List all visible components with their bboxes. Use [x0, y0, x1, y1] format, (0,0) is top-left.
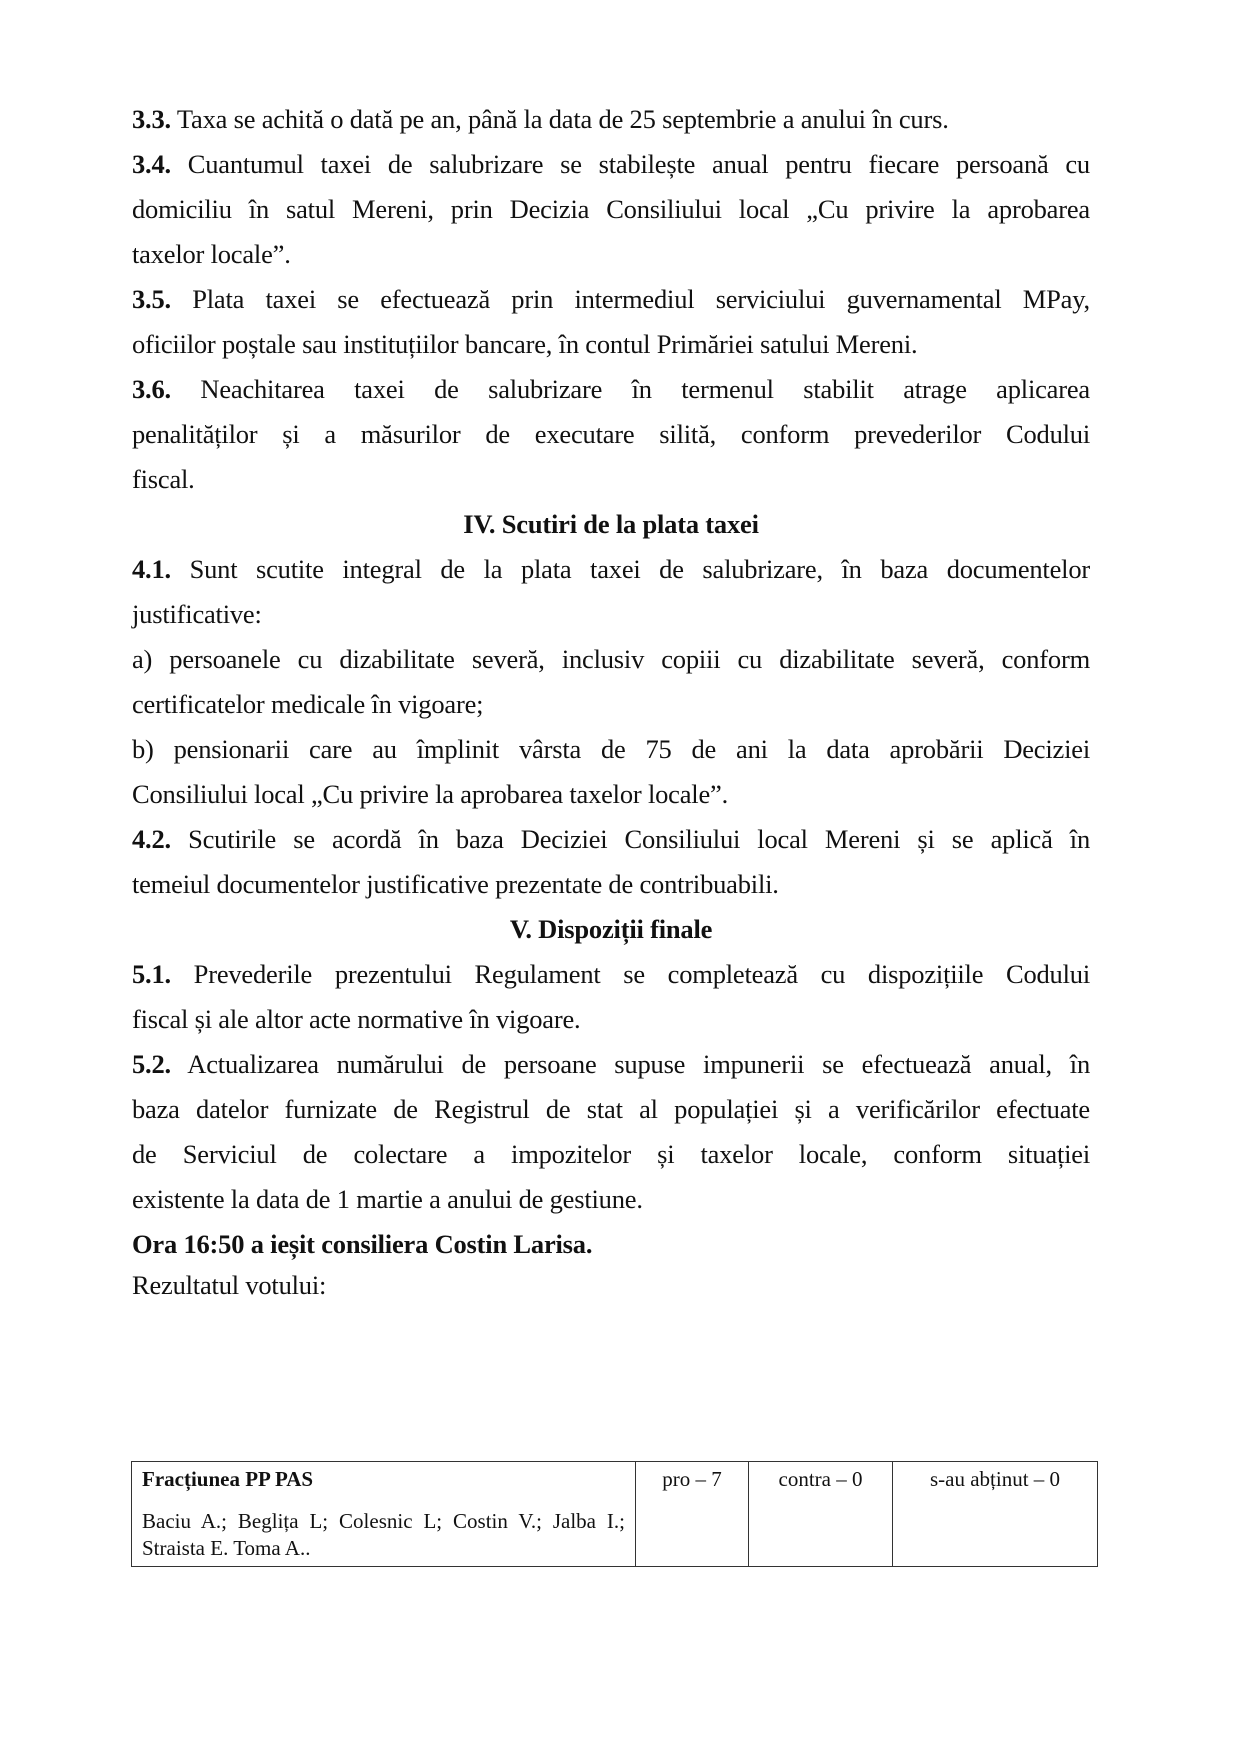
paragraph-5-1-line-2: fiscal și ale altor acte normative în vigoare.	[132, 1004, 581, 1034]
paragraph-5-1-line-1: 5.1. Prevederile prezentului Regulament se completează cu dispozițiile Codului	[132, 959, 1090, 989]
faction-cell	[132, 1462, 636, 1567]
paragraph-3-4-line-2: domiciliu în satul Mereni, prin Decizia Consiliului local „Cu privire la aprobarea	[132, 194, 1090, 224]
paragraph-3-6-line-3: fiscal.	[132, 464, 195, 494]
paragraph-number: 3.6.	[132, 374, 171, 404]
vote-result-table	[131, 1461, 1098, 1567]
section-heading-iv: IV. Scutiri de la plata taxei	[463, 509, 759, 539]
faction-name: Fracțiunea PP PAS	[142, 1467, 314, 1491]
abstain-votes-cell: s-au abținut – 0	[893, 1462, 1098, 1567]
paragraph-number: 4.1.	[132, 554, 171, 584]
paragraph-4-1-line-2: justificative:	[132, 599, 262, 629]
paragraph-4-2-line-2: temeiul documentelor justificative prezentate de contribuabili.	[132, 869, 779, 899]
paragraph-4-1-a-line-1: a) persoanele cu dizabilitate severă, inclusiv copiii cu dizabilitate severă, conform	[132, 644, 1090, 674]
paragraph-5-2-line-1: 5.2. Actualizarea numărului de persoane supuse impunerii se efectuează anual, în	[132, 1049, 1090, 1079]
pro-votes-cell: pro – 7	[636, 1462, 749, 1567]
table-row	[132, 1462, 1098, 1567]
paragraph-3-6-line-1: 3.6. Neachitarea taxei de salubrizare în termenul stabilit atrage aplicarea	[132, 374, 1090, 404]
vote-result-label: Rezultatul votului:	[132, 1270, 327, 1300]
paragraph-number: 5.2.	[132, 1049, 171, 1079]
exit-note: Ora 16:50 a ieșit consiliera Costin Larisa.	[132, 1229, 593, 1259]
paragraph-number: 3.3.	[132, 104, 171, 134]
section-heading-v: V. Dispoziții finale	[509, 914, 713, 944]
paragraph-3-4-line-3: taxelor locale”.	[132, 239, 291, 269]
contra-votes-cell: contra – 0	[749, 1462, 893, 1567]
paragraph-3-6-line-2: penalităților și a măsurilor de executare silită, conform prevederilor Codului	[132, 419, 1090, 449]
paragraph-4-1-b-line-1: b) pensionarii care au împlinit vârsta de 75 de ani la data aprobării Deciziei	[132, 734, 1090, 764]
paragraph-number: 3.4.	[132, 149, 171, 179]
paragraph-3-3-line-1: 3.3. Taxa se achită o dată pe an, până la data de 25 septembrie a anului în curs.	[132, 104, 949, 134]
paragraph-4-1-a-line-2: certificatelor medicale în vigoare;	[132, 689, 484, 719]
paragraph-5-2-line-3: de Serviciul de colectare a impozitelor și taxelor locale, conform situației	[132, 1139, 1090, 1169]
paragraph-number: 3.5.	[132, 284, 171, 314]
faction-members: Baciu A.; Beglița L; Colesnic L; Costin V.; Jalba I.; Straista E. Toma A..	[142, 1509, 625, 1560]
document-page	[132, 0, 1090, 1440]
paragraph-number: 5.1.	[132, 959, 171, 989]
paragraph-4-1-b-line-2: Consiliului local „Cu privire la aprobarea taxelor locale”.	[132, 779, 728, 809]
paragraph-5-2-line-4: existente la data de 1 martie a anului de gestiune.	[132, 1184, 643, 1214]
paragraph-number: 4.2.	[132, 824, 171, 854]
paragraph-5-2-line-2: baza datelor furnizate de Registrul de stat al populației și a verificărilor efectuate	[132, 1094, 1090, 1124]
paragraph-4-2-line-1: 4.2. Scutirile se acordă în baza Deciziei Consiliului local Mereni și se aplică în	[132, 824, 1090, 854]
paragraph-3-4-line-1: 3.4. Cuantumul taxei de salubrizare se stabilește anual pentru fiecare persoană cu	[132, 149, 1090, 179]
paragraph-4-1-line-1: 4.1. Sunt scutite integral de la plata taxei de salubrizare, în baza documentelor	[132, 554, 1090, 584]
paragraph-3-5-line-1: 3.5. Plata taxei se efectuează prin intermediul serviciului guvernamental MPay,	[132, 284, 1090, 314]
paragraph-3-5-line-2: oficiilor poștale sau instituțiilor bancare, în contul Primăriei satului Mereni.	[132, 329, 918, 359]
